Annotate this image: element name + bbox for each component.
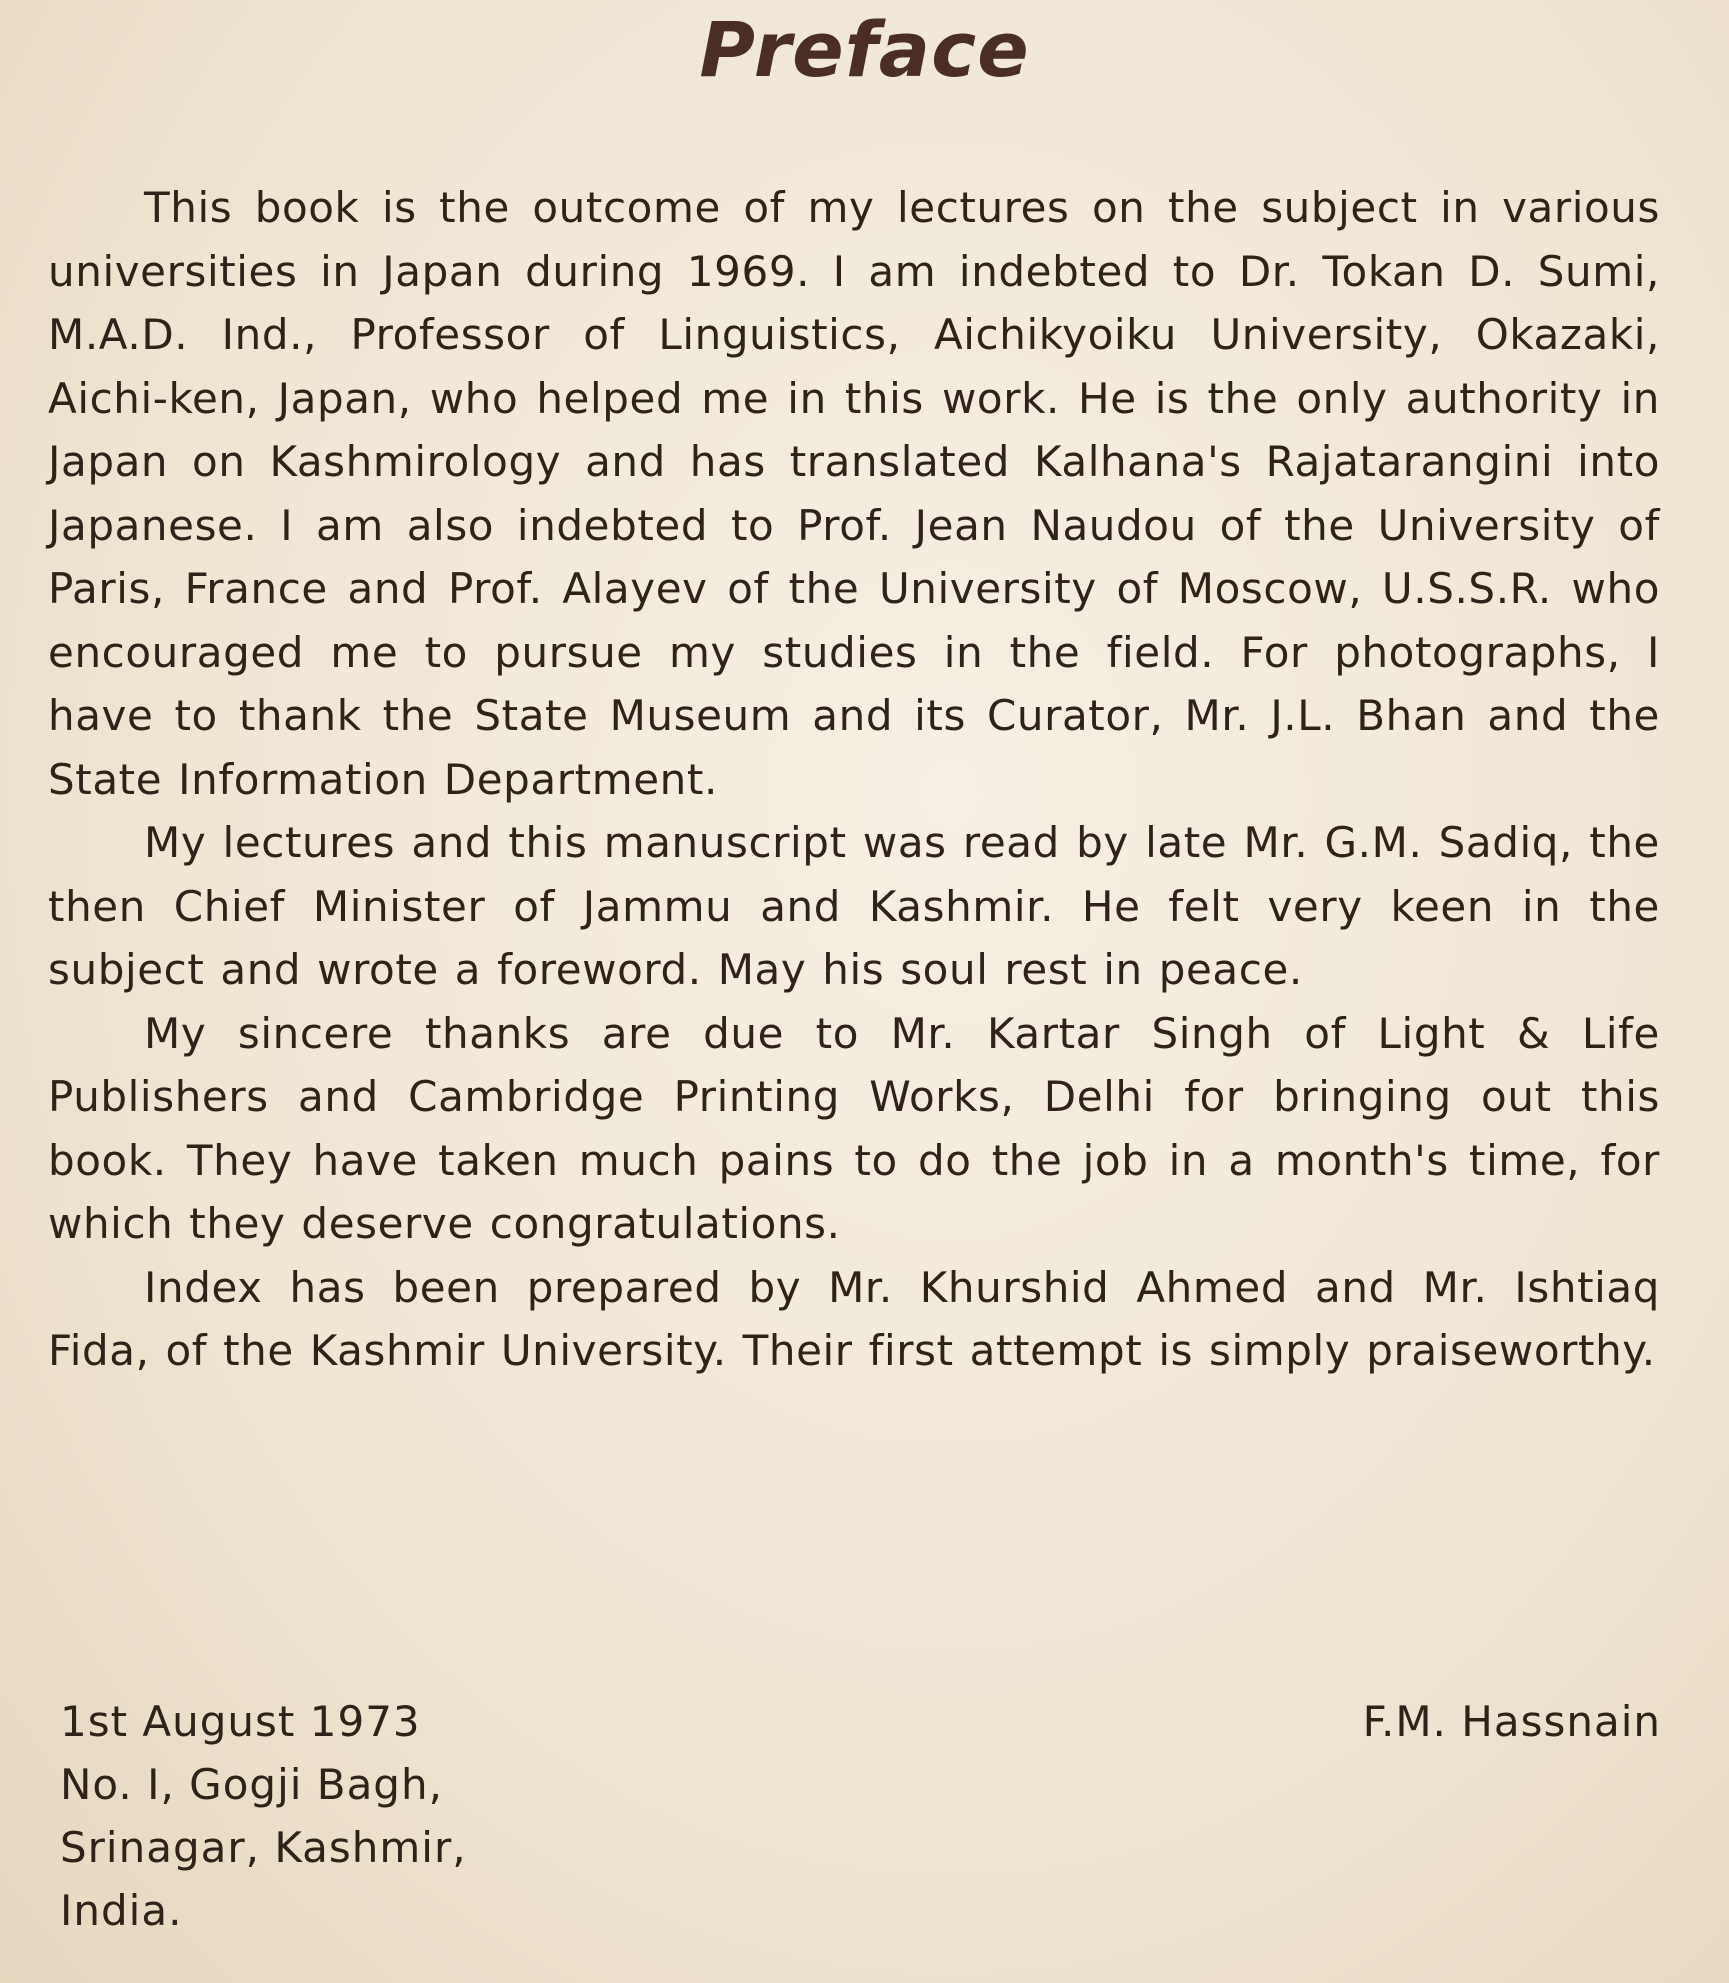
address-line-3: India. xyxy=(60,1886,183,1935)
page-title: Preface xyxy=(699,5,1030,94)
address-line-1: No. I, Gogji Bagh, xyxy=(60,1760,443,1809)
paragraph-3: My sincere thanks are due to Mr. Kartar Singh of Light & Life Publishers and Cambridge Printing Works, Delhi for bringing out this book. They have taken much pains to do the job in a month's time, for which they deserve congratulations. xyxy=(48,1008,1660,1248)
author-name: F.M. Hassnain xyxy=(1362,1697,1661,1746)
address-line-2: Srinagar, Kashmir, xyxy=(60,1823,467,1872)
paragraph-4: Index has been prepared by Mr. Khurshid Ahmed and Mr. Ishtiaq Fida, of the Kashmir University. Their first attempt is simply praiseworthy. xyxy=(48,1262,1660,1375)
signature-date: 1st August 1973 xyxy=(60,1697,421,1746)
preface-body xyxy=(48,176,1660,1383)
date-and-address xyxy=(60,1690,467,1942)
paragraph-1: This book is the outcome of my lectures on the subject in various universities in Japan during 1969. I am indebted to Dr. Tokan D. Sumi, M.A.D. Ind., Professor of Linguistics, Aichikyoiku University, Okazaki, Aichi-ken, Japan, who helped me in this work. He is the only authority in Japan on Kashmirology and has translated Kalhana's Rajatarangini into Japanese. I am also indebted to Prof. Jean Naudou of the University of Paris, France and Prof. Alayev of the University of Moscow, U.S.S.R. who encouraged me to pursue my studies in the field. For photographs, I have to thank the State Museum and its Curator, Mr. J.L. Bhan and the State Information Department. xyxy=(48,183,1660,804)
paragraph-2: My lectures and this manuscript was read by late Mr. G.M. Sadiq, the then Chief Minister of Jammu and Kashmir. He felt very keen in the subject and wrote a foreword. May his soul rest in peace. xyxy=(48,818,1660,994)
